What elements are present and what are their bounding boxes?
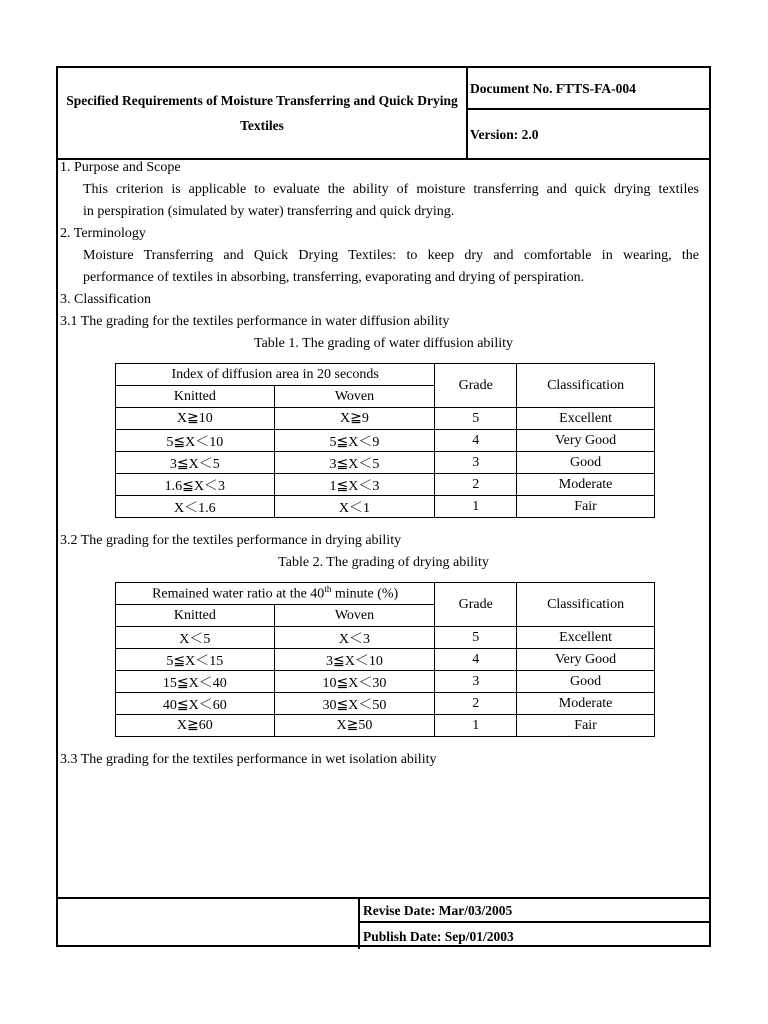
table-1-cell-grade: 3 bbox=[435, 452, 517, 474]
table-2-cell-grade: 4 bbox=[435, 649, 517, 671]
document-title bbox=[58, 68, 468, 158]
document-header bbox=[58, 68, 709, 160]
table-2-cell-class: Moderate bbox=[517, 693, 655, 715]
table-1-cell-grade: 5 bbox=[435, 408, 517, 430]
table-1-cell-knitted: 5≦X＜10 bbox=[116, 430, 275, 452]
table-row bbox=[116, 649, 655, 671]
table-1-grade-header: Grade bbox=[435, 364, 517, 408]
table-2-cell-woven: X＜3 bbox=[274, 627, 435, 649]
section-3-2-heading: 3.2 The grading for the textiles performance in drying ability bbox=[60, 533, 402, 548]
section-3-1-heading: 3.1 The grading for the textiles performance in water diffusion ability bbox=[60, 314, 450, 329]
table-1-cell-class: Good bbox=[517, 452, 655, 474]
table-2-grade-header: Grade bbox=[435, 583, 517, 627]
table-2-cell-grade: 1 bbox=[435, 715, 517, 737]
document-title-text: Specified Requirements of Moisture Transferring and Quick Drying Textiles bbox=[66, 93, 458, 133]
table-2-group-header-tail: minute (%) bbox=[331, 586, 399, 602]
table-2 bbox=[115, 582, 655, 737]
table-2-cell-knitted: 5≦X＜15 bbox=[116, 649, 275, 671]
table-2-cell-class: Very Good bbox=[517, 649, 655, 671]
table-2-classification-header: Classification bbox=[517, 583, 655, 627]
section-1-text-line-1: This criterion is applicable to evaluate the ability of moisture transferring and quick drying textiles bbox=[83, 182, 699, 197]
section-1-heading: 1. Purpose and Scope bbox=[60, 160, 181, 175]
section-2-text-line-1: Moisture Transferring and Quick Drying Textiles: to keep dry and comfortable in wearing, the bbox=[83, 248, 699, 263]
table-2-cell-woven: 10≦X＜30 bbox=[274, 671, 435, 693]
table-1-cell-woven: 5≦X＜9 bbox=[274, 430, 435, 452]
section-1-text-line-2: in perspiration (simulated by water) transferring and quick drying. bbox=[83, 204, 455, 219]
table-1-cell-class: Moderate bbox=[517, 474, 655, 496]
document-footer bbox=[58, 897, 709, 949]
table-2-cell-knitted: X＜5 bbox=[116, 627, 275, 649]
table-2-cell-woven: X≧50 bbox=[274, 715, 435, 737]
table-row bbox=[116, 627, 655, 649]
table-1-cell-class: Very Good bbox=[517, 430, 655, 452]
document-number: Document No. FTTS-FA-004 bbox=[468, 68, 709, 110]
table-1-cell-woven: 1≦X＜3 bbox=[274, 474, 435, 496]
table-2-cell-woven: 30≦X＜50 bbox=[274, 693, 435, 715]
table-2-caption: Table 2. The grading of drying ability bbox=[278, 555, 489, 570]
table-1-cell-woven: X＜1 bbox=[274, 496, 435, 518]
table-2-group-header-text: Remained water ratio at the 40 bbox=[152, 586, 325, 602]
table-row bbox=[116, 693, 655, 715]
table-1-cell-woven: X≧9 bbox=[274, 408, 435, 430]
table-row bbox=[116, 474, 655, 496]
table-row bbox=[116, 408, 655, 430]
table-2-cell-class: Excellent bbox=[517, 627, 655, 649]
section-3-heading: 3. Classification bbox=[60, 292, 151, 307]
table-2-cell-knitted: 15≦X＜40 bbox=[116, 671, 275, 693]
table-2-cell-class: Fair bbox=[517, 715, 655, 737]
table-2-cell-grade: 5 bbox=[435, 627, 517, 649]
table-1-cell-knitted: X＜1.6 bbox=[116, 496, 275, 518]
table-2-cell-knitted: X≧60 bbox=[116, 715, 275, 737]
table-2-group-header bbox=[116, 583, 435, 605]
table-2-cell-grade: 2 bbox=[435, 693, 517, 715]
table-1-cell-grade: 1 bbox=[435, 496, 517, 518]
table-1-classification-header: Classification bbox=[517, 364, 655, 408]
table-1-group-header: Index of diffusion area in 20 seconds bbox=[116, 364, 435, 386]
document-frame bbox=[56, 66, 711, 947]
table-2-cell-class: Good bbox=[517, 671, 655, 693]
section-3-3-heading: 3.3 The grading for the textiles performance in wet isolation ability bbox=[60, 752, 437, 767]
table-2-knitted-header: Knitted bbox=[116, 605, 275, 627]
table-row bbox=[116, 496, 655, 518]
table-2-group-header-sup: th bbox=[324, 584, 332, 595]
table-1-cell-grade: 2 bbox=[435, 474, 517, 496]
table-1-caption: Table 1. The grading of water diffusion ability bbox=[254, 336, 513, 351]
table-1-cell-class: Excellent bbox=[517, 408, 655, 430]
table-1-cell-knitted: 1.6≦X＜3 bbox=[116, 474, 275, 496]
section-2-text-line-2: performance of textiles in absorbing, transferring, evaporating and drying of perspiration. bbox=[83, 270, 585, 285]
table-row bbox=[116, 452, 655, 474]
table-2-woven-header: Woven bbox=[274, 605, 435, 627]
table-2-cell-grade: 3 bbox=[435, 671, 517, 693]
table-row bbox=[116, 715, 655, 737]
table-1-cell-grade: 4 bbox=[435, 430, 517, 452]
revise-date: Revise Date: Mar/03/2005 bbox=[360, 899, 709, 923]
section-2-heading: 2. Terminology bbox=[60, 226, 146, 241]
footer-blank-cell bbox=[58, 899, 360, 949]
table-row bbox=[116, 671, 655, 693]
table-1-cell-class: Fair bbox=[517, 496, 655, 518]
table-2-cell-knitted: 40≦X＜60 bbox=[116, 693, 275, 715]
table-1 bbox=[115, 363, 655, 518]
table-row bbox=[116, 430, 655, 452]
table-1-woven-header: Woven bbox=[274, 386, 435, 408]
document-version: Version: 2.0 bbox=[470, 127, 539, 142]
table-1-cell-knitted: 3≦X＜5 bbox=[116, 452, 275, 474]
table-1-knitted-header: Knitted bbox=[116, 386, 275, 408]
table-2-cell-woven: 3≦X＜10 bbox=[274, 649, 435, 671]
table-1-cell-woven: 3≦X＜5 bbox=[274, 452, 435, 474]
publish-date: Publish Date: Sep/01/2003 bbox=[363, 929, 514, 944]
table-1-cell-knitted: X≧10 bbox=[116, 408, 275, 430]
